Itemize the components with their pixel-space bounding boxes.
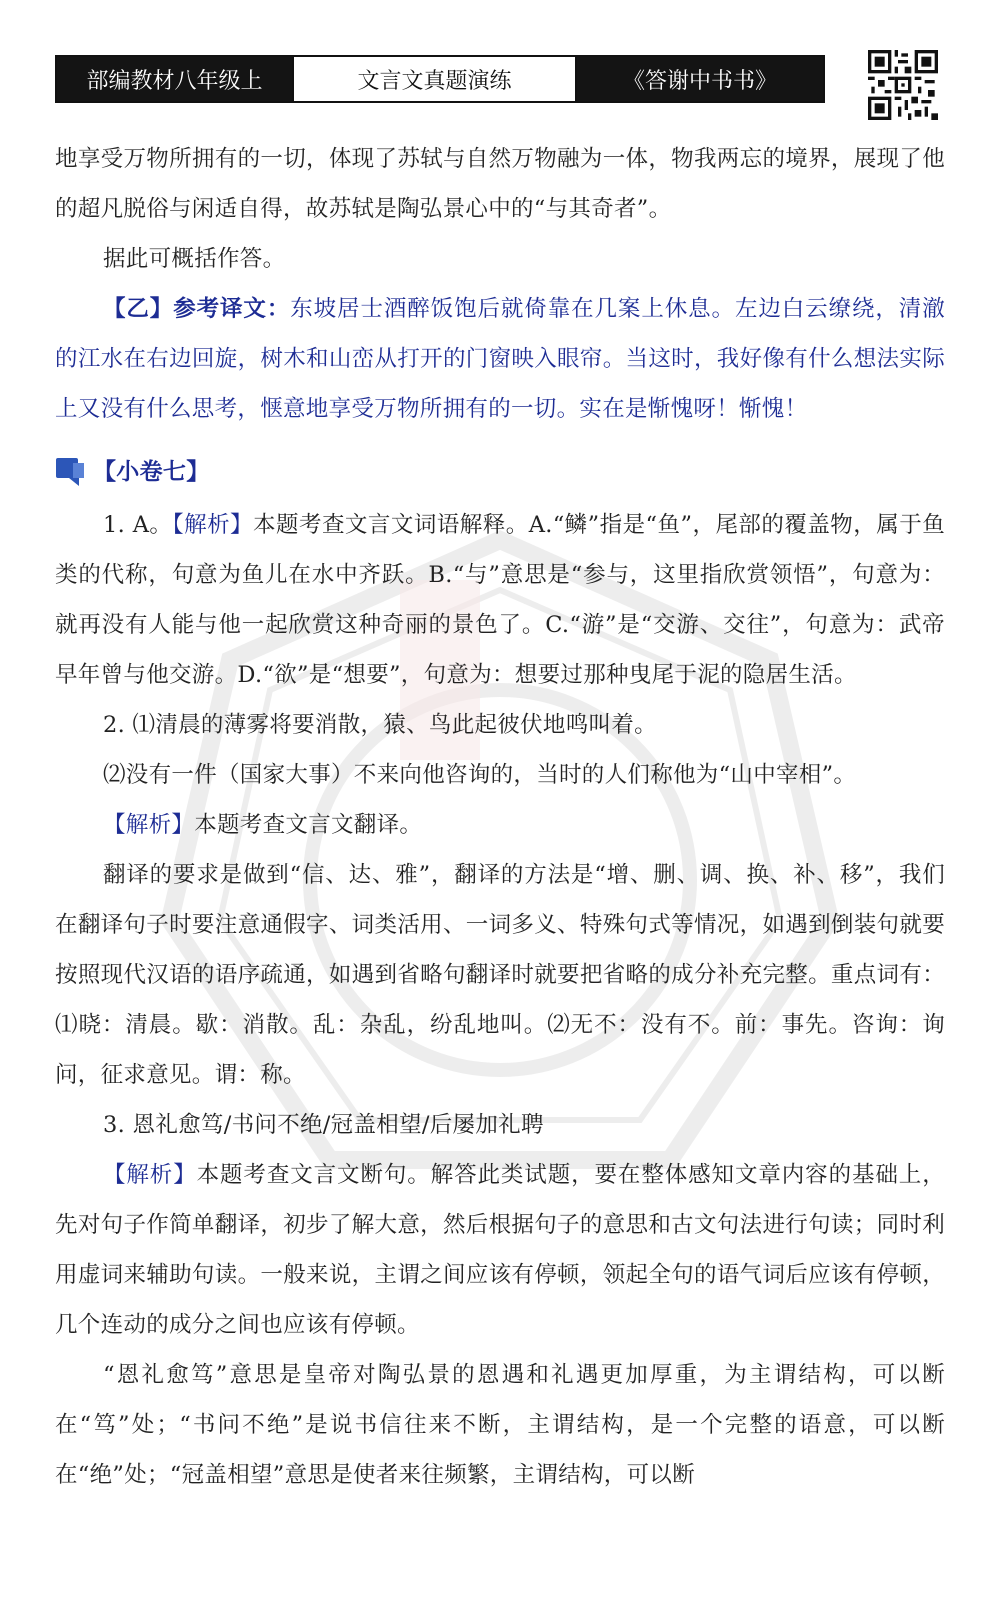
header-grade-label: 部编教材八年级上 bbox=[57, 57, 292, 101]
translation-label: 【乙】参考译文： bbox=[103, 296, 291, 322]
answer-2-detail: 翻译的要求是做到“信、达、雅”，翻译的方法是“增、删、调、换、补、移”，我们在翻译句子时要注意通假字、词类活用、一词多义、特殊句式等情况，如遇到倒装句就要按照现代汉语的语序疏通，如遇到省略句翻译时就要把省略的成分补充完整。重点词有：⑴晓：清晨。歇：消散。乱：杂乱，纷乱地叫。⑵无不：没有不。前：事先。咨询：询问，征求意见。谓：称。 bbox=[55, 862, 945, 1088]
analysis-text: 本题考查文言文断句。解答此类试题，要在整体感知文章内容的基础上，先对句子作简单翻译，初步了解大意，然后根据句子的意思和古文句法进行句读；同时利用虚词来辅助句读。一般来说，主谓之间应该有停顿，领起全句的语气词后应该有停顿，几个连动的成分之间也应该有停顿。 bbox=[55, 1162, 945, 1338]
analysis-text: 本题考查文言文翻译。 bbox=[194, 812, 423, 838]
analysis-tag: 【解析】 bbox=[172, 512, 254, 538]
qr-code-icon[interactable] bbox=[868, 50, 938, 120]
analysis-tag: 【解析】 bbox=[103, 1162, 197, 1188]
answer-3-line1: 3. 恩礼愈笃/书问不绝/冠盖相望/后屡加礼聘 bbox=[103, 1112, 544, 1138]
bookmark-chat-icon bbox=[55, 457, 85, 487]
header-bar bbox=[55, 55, 825, 103]
analysis-tag: 【解析】 bbox=[103, 812, 195, 838]
document-body bbox=[55, 134, 945, 1500]
paragraph: 据此可概括作答。 bbox=[103, 246, 286, 272]
section-title: 【小卷七】 bbox=[93, 459, 210, 485]
answer-1 bbox=[55, 500, 945, 700]
answer-3-detail: “恩礼愈笃”意思是皇帝对陶弘景的恩遇和礼遇更加厚重，为主谓结构，可以断在“笃”处；“书问不绝”是说书信往来不断，主谓结构，是一个完整的语意，可以断在“绝”处；“冠盖相望”意思是使者来往频繁，主谓结构，可以断 bbox=[55, 1362, 945, 1488]
answer-2-line2: ⑵没有一件（国家大事）不来向他咨询的，当时的人们称他为“山中宰相”。 bbox=[103, 762, 857, 788]
header-topic-label: 文言文真题演练 bbox=[292, 57, 577, 101]
section-heading bbox=[55, 444, 945, 500]
paragraph: 地享受万物所拥有的一切，体现了苏轼与自然万物融为一体，物我两忘的境界，展现了他的超凡脱俗与闲适自得，故苏轼是陶弘景心中的“与其奇者”。 bbox=[55, 146, 945, 222]
answer-text: 本题考查文言文词语解释。A.“鳞”指是“鱼”，尾部的覆盖物，属于鱼类的代称，句意为鱼儿在水中齐跃。B.“与”意思是“参与，这里指欣赏领悟”，句意为：就再没有人能与他一起欣赏这种奇丽的景色了。C.“游”是“交游、交往”，句意为：武帝早年曾与他交游。D.“欲”是“想要”，句意为：想要过那种曳尾于泥的隐居生活。 bbox=[55, 512, 945, 688]
translation-paragraph bbox=[55, 284, 945, 434]
answer-number: 1. A。 bbox=[103, 512, 173, 538]
header-title-label: 《答谢中书书》 bbox=[577, 57, 823, 101]
answer-2-analysis bbox=[55, 800, 945, 850]
answer-2-line1: 2. ⑴清晨的薄雾将要消散，猿、鸟此起彼伏地鸣叫着。 bbox=[103, 712, 657, 738]
translation-text: 东坡居士酒醉饭饱后就倚靠在几案上休息。左边白云缭绕，清澈的江水在右边回旋，树木和山峦从打开的门窗映入眼帘。当这时，我好像有什么想法实际上又没有什么思考，惬意地享受万物所拥有的一切。实在是惭愧呀！惭愧！ bbox=[55, 296, 945, 422]
answer-3-analysis bbox=[55, 1150, 945, 1350]
